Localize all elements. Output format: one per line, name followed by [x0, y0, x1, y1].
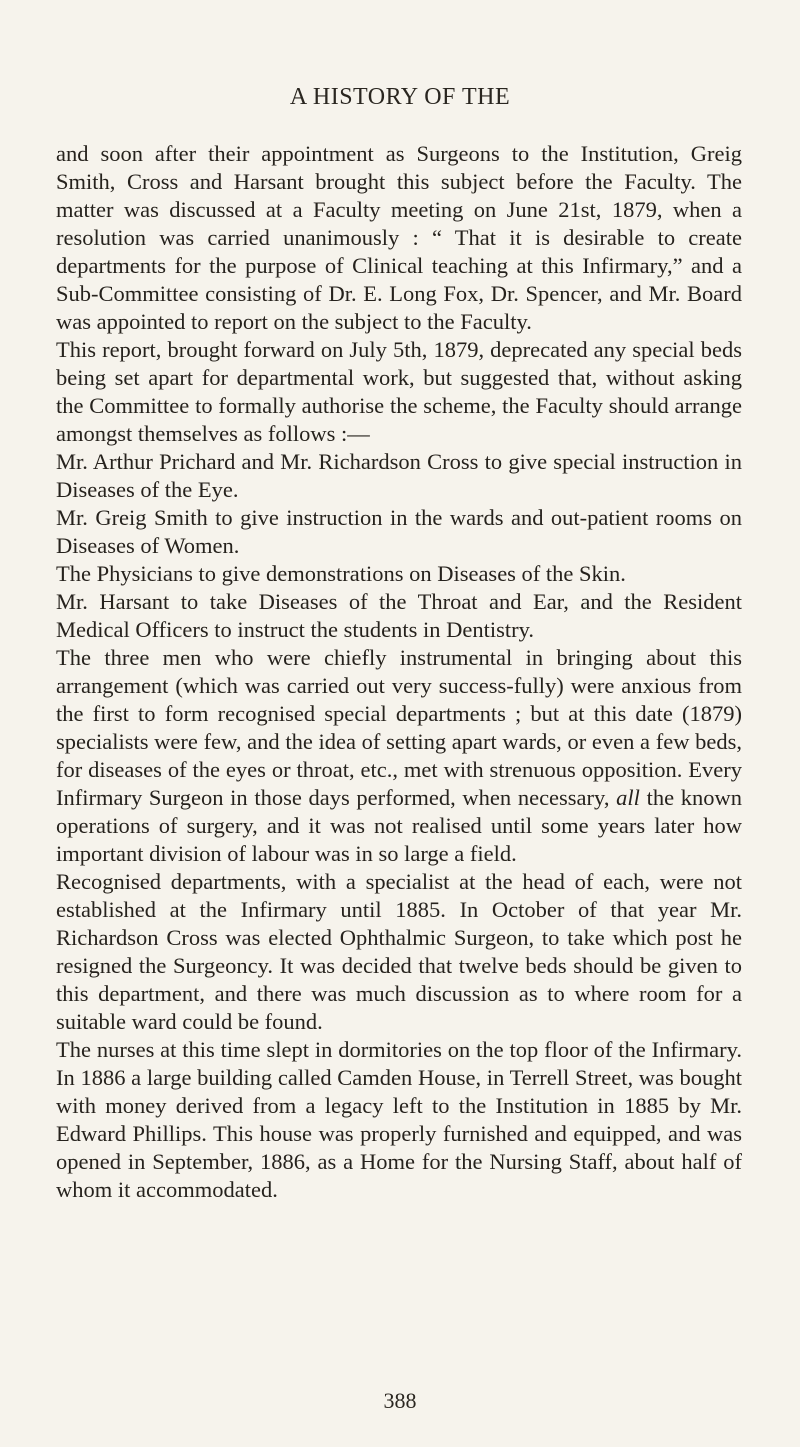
paragraph-7-part-2: the known operations of surgery, and it was not realised until some years later how important division of labour was in so large a field. — [56, 785, 742, 866]
paragraph-9: The nurses at this time slept in dormitories on the top floor of the Infirmary. In 1886 a large building called Camden House, in Terrell Street, was bought with money derived from a legacy left to the Institution in 1885 by Mr. Edward Phillips. This house was properly furnished and equipped, and was opened in September, 1886, as a Home for the Nursing Staff, about half of whom it accommodated. — [56, 1037, 742, 1202]
paragraph-7-part-1: The three men who were chiefly instrumental in bringing about this arrangement (which was carried out very success-fully) were anxious from the first to form recognised special departments ; but at this date (1879) specialists were few, and the idea of setting apart wards, or even a few beds, for diseases of the eyes or throat, etc., met with strenuous opposition. Every Infirmary Surgeon in those days performed, when necessary, — [56, 645, 742, 810]
paragraph-3: Mr. Arthur Prichard and Mr. Richardson Cross to give special instruction in Diseases of the Eye. — [56, 449, 742, 502]
running-head: A HISTORY OF THE — [289, 84, 511, 110]
paragraph-6: Mr. Harsant to take Diseases of the Throat and Ear, and the Resident Medical Officers to instruct the students in Dentistry. — [56, 589, 742, 642]
paragraph-8: Recognised departments, with a specialist at the head of each, were not established at the Infirmary until 1885. In October of that year Mr. Richardson Cross was elected Ophthalmic Surgeon, to take which post he resigned the Surgeoncy. It was decided that twelve beds should be given to this department, and there was much discussion as to where room for a suitable ward could be found. — [56, 869, 742, 1034]
paragraph-4: Mr. Greig Smith to give instruction in the wards and out-patient rooms on Diseases of Women. — [56, 505, 742, 558]
body-text — [56, 140, 742, 1204]
paragraph-2: This report, brought forward on July 5th, 1879, deprecated any special beds being set apart for departmental work, but suggested that, without asking the Committee to formally authorise the scheme, the Faculty should arrange amongst themselves as follows :— — [56, 337, 742, 446]
paragraph-5: The Physicians to give demonstrations on Diseases of the Skin. — [56, 561, 626, 586]
paragraph-7 — [56, 644, 742, 868]
emphasis-all: all — [616, 785, 640, 810]
page-number: 388 — [383, 1388, 417, 1413]
paragraph-1: and soon after their appointment as Surgeons to the Institution, Greig Smith, Cross and Harsant brought this subject before the Faculty. The matter was discussed at a Faculty meeting on June 21st, 1879, when a resolution was carried unanimously : “ That it is desirable to create departments for the purpose of Clinical teaching at this Infirmary,” and a Sub-Committee consisting of Dr. E. Long Fox, Dr. Spencer, and Mr. Board was appointed to report on the subject to the Faculty. — [56, 141, 742, 334]
